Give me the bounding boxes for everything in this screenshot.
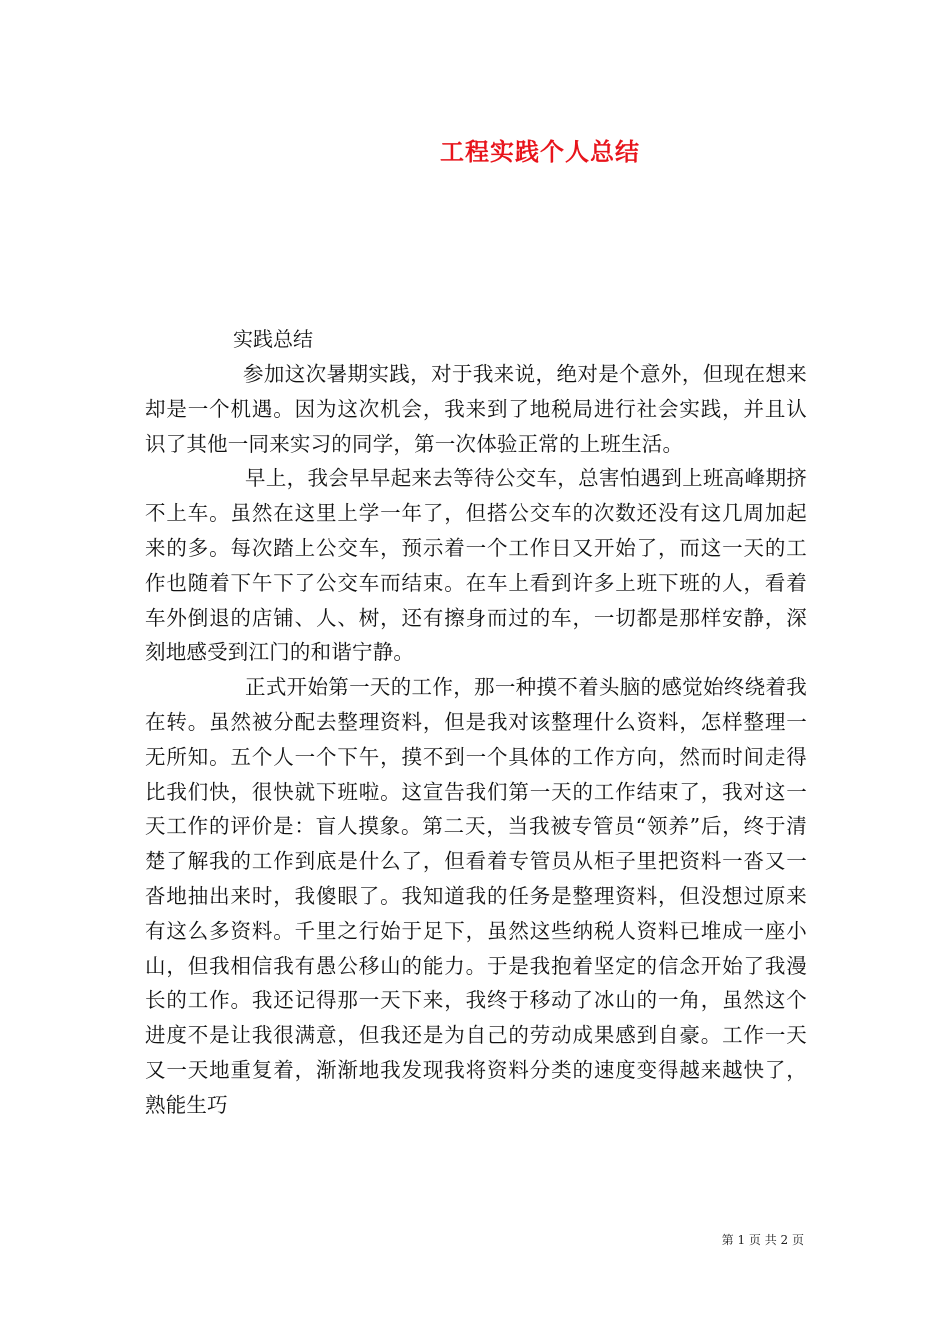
document-body	[145, 357, 807, 1123]
paragraph-1: 参加这次暑期实践，对于我来说，绝对是个意外，但现在想来却是一个机遇。因为这次机会，我来到了地税局进行社会实践，并且认识了其他一同来实习的同学，第一次体验正常的上班生活。	[145, 362, 807, 456]
paragraph-2: 早上，我会早早起来去等待公交车，总害怕遇到上班高峰期挤不上车。虽然在这里上学一年了，但搭公交车的次数还没有这几周加起来的多。每次踏上公交车，预示着一个工作日又开始了，而这一天的工作也随着下午下了公交车而结束。在车上看到许多上班下班的人，看着车外倒退的店铺、人、树，还有擦身而过的车，一切都是那样安静，深刻地感受到江门的和谐宁静。	[145, 466, 807, 665]
document-title: 工程实践个人总结	[440, 137, 640, 166]
page-number-footer: 第 1 页 共 2 页	[721, 1233, 804, 1247]
paragraph-3: 正式开始第一天的工作，那一种摸不着头脑的感觉始终绕着我在转。虽然被分配去整理资料，但是我对该整理什么资料，怎样整理一无所知。五个人一个下午，摸不到一个具体的工作方向，然而时间走得比我们快，很快就下班啦。这宣告我们第一天的工作结束了，我对这一天工作的评价是：盲人摸象。第二天，当我被专管员“领养”后，终于清楚了解我的工作到底是什么了，但看着专管员从柜子里把资料一沓又一沓地抽出来时，我傻眼了。我知道我的任务是整理资料，但没想过原来有这么多资料。千里之行始于足下，虽然这些纳税人资料已堆成一座小山，但我相信我有愚公移山的能力。于是我抱着坚定的信念开始了我漫长的工作。我还记得那一天下来，我终于移动了冰山的一角，虽然这个进度不是让我很满意，但我还是为自己的劳动成果感到自豪。工作一天又一天地重复着，渐渐地我发现我将资料分类的速度变得越来越快了，熟能生巧	[145, 675, 807, 1117]
section-heading: 实践总结	[233, 327, 313, 351]
